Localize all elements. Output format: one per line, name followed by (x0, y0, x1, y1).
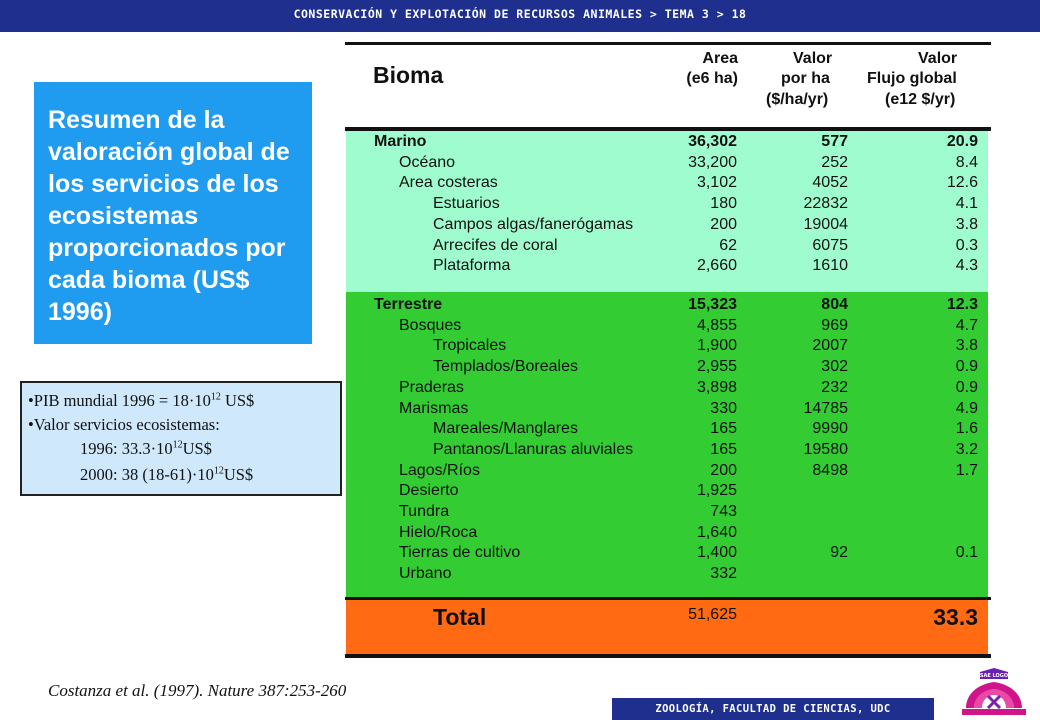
note-pib: •PIB mundial $1996 = 18\cdot 10^{12}$ US$ (28, 391, 255, 410)
table-row (346, 237, 988, 258)
row-valor: 2007 (812, 337, 848, 355)
row-valor: 1610 (812, 257, 848, 275)
row-valor: 19580 (803, 440, 848, 458)
table-row (346, 379, 988, 400)
row-area: 180 (710, 195, 737, 213)
summary-title: Resumen de la valoración global de los servicios de los ecosistemas proporcionados por cada bioma (US$ 1996) (48, 106, 290, 326)
row-flujo: 3.2 (955, 440, 978, 458)
header-valor-2: por ha (781, 70, 830, 87)
header-valor-3: ($/ha/yr) (766, 91, 829, 108)
table-row (346, 216, 988, 237)
row-bioma: Marismas (399, 399, 469, 417)
row-bioma: Arrecifes de coral (433, 236, 558, 254)
row-bioma: Estuarios (433, 195, 500, 213)
row-bioma: Campos algas/fanerógamas (433, 215, 634, 233)
row-area: 332 (710, 565, 737, 583)
table-bottom-rule (345, 654, 991, 658)
table-row (346, 195, 988, 216)
row-bioma: Plataforma (433, 257, 511, 275)
header-area-1: Area (702, 50, 738, 67)
row-area: 33,200 (688, 153, 737, 171)
row-area: 1,640 (696, 523, 737, 541)
row-bioma: Hielo/Roca (399, 523, 478, 541)
row-valor: 92 (830, 544, 848, 562)
row-bioma: Praderas (399, 378, 464, 396)
note-valor-label: •Valor servicios ecosistemas: (28, 415, 220, 434)
row-flujo: 12.3 (946, 296, 978, 313)
row-valor: 6075 (812, 236, 848, 254)
row-bioma: Templados/Boreales (433, 358, 578, 376)
row-area: 4,855 (696, 316, 737, 334)
row-area: 165 (710, 440, 737, 458)
row-flujo: 0.3 (955, 236, 978, 254)
row-area: 62 (719, 236, 737, 254)
row-area: 15,323 (688, 296, 737, 313)
row-flujo: 4.3 (955, 257, 978, 275)
header-flujo-2: Flujo global (867, 70, 957, 87)
row-bioma: Bosques (399, 316, 462, 334)
row-flujo: 4.9 (955, 399, 978, 417)
row-bioma: Marino (374, 133, 427, 150)
row-flujo: 1.7 (955, 461, 978, 479)
total-flujo: 33.3 (933, 604, 978, 630)
row-area: 1,400 (696, 544, 737, 562)
header-flujo-3: (e12 $/yr) (885, 91, 956, 108)
logo-text: SAE LOGO (979, 673, 1009, 679)
row-valor: 8498 (812, 461, 848, 479)
header-valor-1: Valor (793, 50, 833, 67)
row-area: 1,925 (696, 482, 737, 500)
row-bioma: Pantanos/Llanuras aluviales (433, 440, 634, 458)
table-row (346, 133, 988, 154)
table-row (346, 503, 988, 524)
header-bottom-rule (345, 127, 991, 131)
table-row (346, 441, 988, 462)
row-bioma: Urbano (399, 565, 452, 583)
university-logo-icon (958, 662, 1030, 718)
table-row (346, 420, 988, 441)
row-bioma: Desierto (399, 482, 459, 500)
row-flujo: 3.8 (955, 215, 978, 233)
table-row (346, 296, 988, 317)
row-area: 3,102 (696, 174, 737, 192)
row-bioma: Lagos/Ríos (399, 461, 480, 479)
row-bioma: Terrestre (374, 296, 443, 313)
row-area: 1,900 (696, 337, 737, 355)
row-bioma: Tierras de cultivo (399, 544, 521, 562)
row-flujo: 0.1 (955, 544, 978, 562)
row-area: 2,660 (696, 257, 737, 275)
row-valor: 232 (821, 378, 848, 396)
row-valor: 577 (821, 133, 848, 150)
row-valor: 302 (821, 358, 848, 376)
row-area: 3,898 (696, 378, 737, 396)
row-flujo: 8.4 (955, 153, 978, 171)
summary-box (34, 82, 312, 344)
slide-header: CONSERVACIÓN Y EXPLOTACIÓN DE RECURSOS ANIMALES > TEMA 3 > 18 (0, 0, 1040, 32)
row-valor: 969 (821, 316, 848, 334)
note-2000: 2000: 38 $(18-61)\cdot 10^{12}US\$$ (80, 465, 254, 484)
row-valor: 14785 (803, 399, 848, 417)
row-bioma: Area costeras (399, 174, 498, 192)
row-area: 200 (710, 461, 737, 479)
row-area: 165 (710, 420, 737, 438)
footer-bar: ZOOLOGÍA, FACULTAD DE CIENCIAS, UDC (612, 698, 934, 720)
note-1996: 1996: $33.3\cdot 10^{12}US\$$ (80, 439, 212, 458)
row-flujo: 0.9 (955, 378, 978, 396)
total-label: Total (433, 604, 487, 630)
row-valor: 19004 (803, 215, 848, 233)
table-row (346, 257, 988, 278)
row-flujo: 3.8 (955, 337, 978, 355)
row-flujo: 1.6 (955, 420, 978, 438)
row-area: 2,955 (696, 358, 737, 376)
row-flujo: 4.1 (955, 195, 978, 213)
table-row (346, 462, 988, 483)
table-row (346, 524, 988, 545)
row-flujo: 20.9 (946, 133, 978, 150)
header-area-2: (e6 ha) (686, 70, 738, 87)
table-row (346, 544, 988, 565)
table-top-rule (345, 42, 991, 45)
row-valor: 4052 (812, 174, 848, 192)
row-flujo: 4.7 (955, 316, 978, 334)
row-flujo: 12.6 (946, 174, 978, 192)
table-row (346, 565, 988, 586)
table-row (346, 337, 988, 358)
table-row (346, 317, 988, 338)
table-row (346, 174, 988, 195)
row-valor: 22832 (803, 195, 848, 213)
citation: Costanza et al. (1997). Nature 387:253-260 (48, 681, 347, 700)
row-bioma: Tropicales (433, 337, 507, 355)
row-valor: 9990 (812, 420, 848, 438)
table-row (346, 400, 988, 421)
header-bioma: Bioma (373, 62, 444, 88)
row-area: 200 (710, 215, 737, 233)
row-bioma: Océano (399, 153, 456, 171)
row-area: 743 (710, 503, 737, 520)
row-area: 330 (710, 399, 737, 417)
row-valor: 252 (821, 153, 848, 171)
table-row (346, 154, 988, 175)
total-top-rule (345, 597, 991, 600)
table-row (346, 482, 988, 503)
row-bioma: Mareales/Manglares (433, 420, 578, 438)
row-valor: 804 (821, 296, 848, 313)
total-area: 51,625 (688, 606, 737, 623)
notes-box (20, 381, 342, 496)
table-row (346, 358, 988, 379)
header-flujo-1: Valor (918, 50, 958, 67)
row-bioma: Tundra (399, 503, 450, 520)
row-flujo: 0.9 (955, 358, 978, 376)
row-area: 36,302 (688, 133, 737, 150)
